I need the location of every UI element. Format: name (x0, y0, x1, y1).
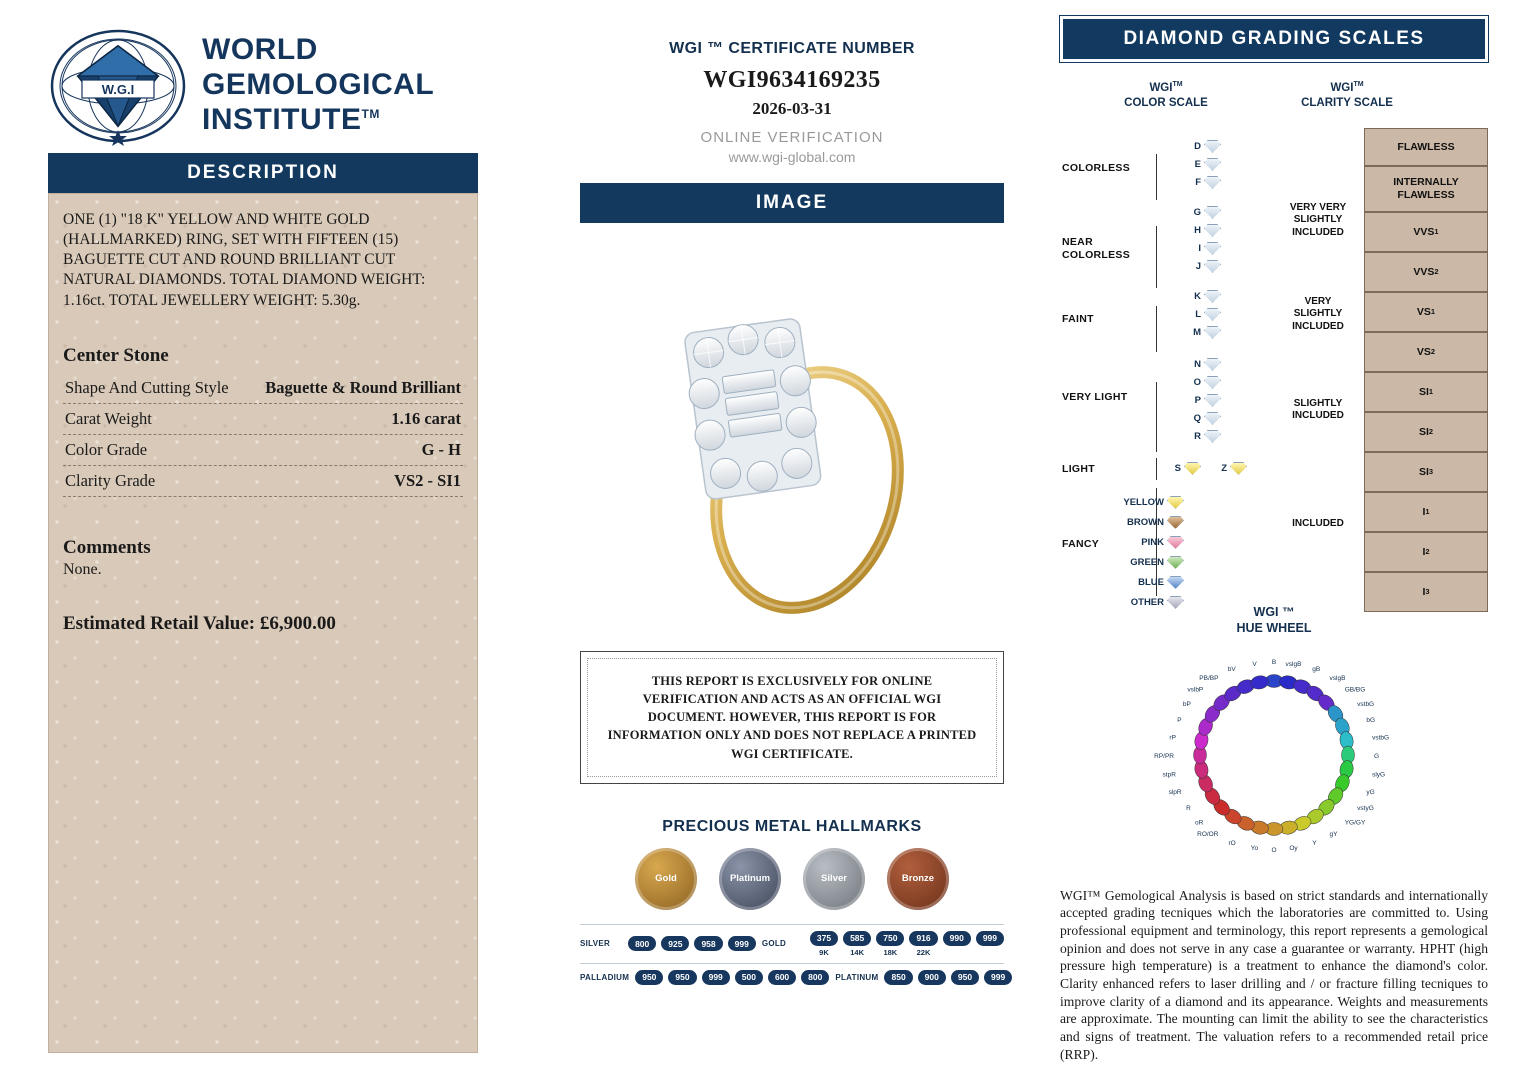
hue-label: B (1271, 658, 1277, 666)
pill-sub: 9K (819, 947, 829, 957)
pill: 900 (918, 970, 946, 985)
hue-label: RO/OR (1197, 830, 1219, 838)
hue-label: bP (1182, 700, 1191, 708)
row-value: Baguette & Round Brilliant (265, 377, 461, 397)
table-row (63, 373, 463, 404)
hue-label: PB/BP (1199, 674, 1219, 682)
row-value: VS2 - SI1 (394, 470, 461, 490)
pill-sub: 18K (883, 947, 898, 957)
fancy-blue: BLUE (1138, 576, 1164, 588)
table-row (63, 435, 463, 466)
diamond-icon (1167, 536, 1184, 549)
table-row (63, 404, 463, 435)
hallmark-label: GOLD (761, 939, 787, 949)
clarity-vs1: VS 1 (1364, 292, 1488, 332)
diamond-icon (1204, 308, 1221, 321)
color-letter-L: L (1195, 308, 1201, 320)
fancy-other: OTHER (1130, 596, 1164, 608)
certificate-date: 2026-03-31 (752, 99, 832, 118)
pill: 500 (735, 970, 763, 985)
brand-line-2: GEMOLOGICAL (202, 68, 435, 102)
hue-label: vstbG (1372, 734, 1390, 742)
diamond-icon (1204, 376, 1221, 389)
row-label: Shape And Cutting Style (65, 377, 229, 397)
certificate-number: WGI9634169235 (703, 67, 881, 93)
diamond-icon (1167, 496, 1184, 509)
svg-text:W.G.I: W.G.I (101, 81, 135, 97)
coin-bronze: Bronze (887, 848, 949, 910)
diamond-icon (1204, 430, 1221, 443)
hue-label: R (1186, 804, 1191, 812)
report-note-text: THIS REPORT IS EXCLUSIVELY FOR ONLINE VERIFICATION AND ACTS AS AN OFFICIAL WGI DOCUMENT. HOWEVER, THIS REPORT IS FOR INFORMATION ONLY AND DOES NOT REPLACE A PRINTED WGI CERTIFICATE. (587, 658, 997, 777)
hue-label: vslgB (1329, 674, 1346, 682)
hue-label: oR (1194, 818, 1204, 826)
hallmark-pills (628, 936, 756, 951)
color-letter-D: D (1194, 140, 1201, 152)
grading-scales-header: DIAMOND GRADING SCALES (1060, 16, 1488, 62)
comments-value: None. (63, 560, 102, 578)
coin-silver: Silver (803, 848, 865, 910)
hue-label: bV (1227, 665, 1236, 673)
pill: 800 (628, 936, 656, 951)
hallmark-label: PALLADIUM (580, 972, 630, 982)
report-note-box (580, 651, 1004, 784)
center-stone-header: Center Stone (63, 344, 169, 366)
fancy-green: GREEN (1130, 556, 1164, 568)
group-fancy: FANCY (1062, 537, 1100, 550)
group-light: LIGHT (1062, 462, 1095, 475)
diamond-icon (1184, 462, 1201, 475)
coin-platinum: Platinum (719, 848, 781, 910)
hallmark-row-silver (580, 924, 1004, 963)
hue-label: V (1252, 660, 1257, 668)
hue-label: vslgB (1285, 660, 1302, 668)
fancy-brown: BROWN (1127, 516, 1164, 528)
pill: 990 (943, 931, 971, 946)
hue-label: gB (1312, 665, 1321, 673)
diamond-icon (1204, 260, 1221, 273)
hue-wheel (1109, 643, 1439, 873)
hallmark-pills (635, 970, 829, 985)
color-letter-R: R (1194, 430, 1201, 442)
hue-label: vslbP (1187, 686, 1204, 694)
hue-label: rP (1169, 734, 1176, 742)
pill-sub: 22K (916, 947, 931, 957)
pill: 750 (876, 931, 904, 946)
hallmark-label: PLATINUM (835, 972, 879, 982)
description-panel (48, 193, 478, 1053)
group-very-light: VERY LIGHT (1062, 390, 1128, 403)
diamond-icon (1230, 462, 1247, 475)
diamond-icon (1204, 290, 1221, 303)
hallmarks-title: PRECIOUS METAL HALLMARKS (662, 817, 922, 835)
fancy-pink: PINK (1141, 536, 1164, 548)
color-letter-S: S (1174, 462, 1181, 474)
hue-label: Oy (1289, 844, 1298, 852)
wgi-logo-icon (48, 26, 188, 146)
pill-sub: 14K (850, 947, 865, 957)
hue-label: Yo (1250, 844, 1259, 852)
clarity-group-i: INCLUDED (1292, 517, 1344, 529)
diamond-icon (1204, 326, 1221, 339)
color-letter-Z: Z (1221, 462, 1227, 474)
pill: 999 (728, 936, 756, 951)
hue-label: P (1177, 716, 1182, 724)
clarity-vvs1: VVS 1 (1364, 212, 1488, 252)
clarity-si2: SI 2 (1364, 412, 1488, 452)
pill: 850 (884, 970, 912, 985)
pill: 600 (768, 970, 796, 985)
hue-label: vstyG (1357, 804, 1374, 812)
coin-gold: Gold (635, 848, 697, 910)
pill: 999 (984, 970, 1012, 985)
hallmark-pills (810, 931, 1004, 957)
pill: 585 (843, 931, 871, 946)
hue-wheel-title: WGI ™ HUE WHEEL (1236, 605, 1312, 636)
color-letter-Q: Q (1193, 412, 1201, 424)
diamond-icon (1204, 176, 1221, 189)
diamond-icon (1167, 576, 1184, 589)
hue-label: rO (1228, 839, 1236, 847)
verification-url[interactable]: www.wgi-global.com (728, 149, 856, 165)
description-text: ONE (1) "18 K" YELLOW AND WHITE GOLD (HALLMARKED) RING, SET WITH FIFTEEN (15) BAGUETTE CUT AND ROUND BRILLIANT CUT NATURAL DIAMONDS. TOTAL DIAMOND WEIGHT: 1.16ct. TOTAL JEWELLERY WEIGHT: 5.30g. (63, 211, 426, 309)
color-letter-M: M (1193, 326, 1201, 338)
pill: 375 (810, 931, 838, 946)
left-column (48, 18, 478, 1053)
hue-label: bG (1366, 716, 1376, 724)
hue-label: RP/PR (1154, 752, 1174, 760)
fancy-yellow: YELLOW (1123, 496, 1164, 508)
pill: 958 (694, 936, 722, 951)
clarity-flawless: FLAWLESS (1364, 128, 1488, 166)
disclaimer-text: WGI™ Gemological Analysis is based on strict standards and internationally accepted grading tecniques which the laboratories are committed to. Using professional equipment and terminology, this report represents a gemological opinion and does not serve in any case a guarantee or warranty. HPHT (high pressure high temperature) is a treatment to enhance the diamond's color. Clarity enhanced refers to laser drilling and / or fracture filling tecniques to improve clarity of a diamond and its appearance. Weights and measurements are approximate. The mounting can limit the ability to see the characteristics and signs of treatment. The valuation refers to a recommended retail price (RRP). (1060, 887, 1488, 1062)
hue-label: G (1374, 752, 1380, 760)
clarity-group-vvs: VERY VERY SLIGHTLY INCLUDED (1289, 201, 1347, 238)
diamond-icon (1167, 556, 1184, 569)
hue-label: O (1271, 846, 1277, 854)
clarity-i2: I 2 (1364, 532, 1488, 572)
color-letter-J: J (1195, 260, 1201, 272)
diamond-icon (1204, 206, 1221, 219)
clarity-if: INTERNALLY FLAWLESS (1364, 166, 1488, 212)
diamond-icon (1204, 394, 1221, 407)
diamond-icon (1204, 412, 1221, 425)
pill: 800 (801, 970, 829, 985)
group-colorless: COLORLESS (1062, 161, 1131, 174)
diamond-icon (1204, 358, 1221, 371)
comments-header: Comments (63, 536, 151, 558)
clarity-group-vs: VERY SLIGHTLY INCLUDED (1292, 295, 1344, 332)
clarity-scale-title: WGI™ CLARITY SCALE (1301, 81, 1393, 110)
brand-line-3: INSTITUTE (202, 102, 362, 136)
pill: 999 (976, 931, 1004, 946)
pill: 916 (909, 931, 937, 946)
hue-label: yG (1366, 788, 1375, 796)
clarity-vs2: VS 2 (1364, 332, 1488, 372)
hue-label: YG/GY (1344, 818, 1366, 826)
hue-label: stpR (1162, 770, 1176, 778)
clarity-si1: SI 1 (1364, 372, 1488, 412)
color-letter-I: I (1198, 242, 1201, 254)
hue-label: slpR (1168, 788, 1182, 796)
ring-photo (580, 223, 1004, 633)
clarity-i1: I 1 (1364, 492, 1488, 532)
hue-label: GB/BG (1344, 686, 1366, 694)
row-value: 1.16 carat (391, 408, 461, 428)
pill: 950 (951, 970, 979, 985)
pill: 999 (702, 970, 730, 985)
hallmark-table (580, 924, 1004, 991)
brand-header (48, 18, 478, 153)
image-header: IMAGE (580, 183, 1004, 223)
hue-label: slyG (1372, 770, 1386, 778)
hallmark-row-palladium (580, 963, 1004, 991)
group-faint: FAINT (1062, 312, 1094, 325)
color-letter-E: E (1194, 158, 1201, 170)
clarity-vvs2: VVS 2 (1364, 252, 1488, 292)
diamond-icon (1167, 596, 1184, 609)
scale-headings (1060, 80, 1488, 112)
hue-label: vstbG (1357, 700, 1375, 708)
row-label: Clarity Grade (65, 470, 156, 490)
clarity-group-si: SLIGHTLY INCLUDED (1292, 397, 1344, 422)
pill: 950 (668, 970, 696, 985)
middle-column (580, 40, 1004, 991)
group-near-colorless: NEAR COLORLESS (1062, 235, 1131, 261)
color-letter-H: H (1194, 224, 1201, 236)
row-label: Color Grade (65, 439, 148, 459)
color-letter-N: N (1194, 358, 1201, 370)
table-row (63, 466, 463, 497)
pill: 950 (635, 970, 663, 985)
hallmark-coins (580, 848, 1004, 910)
brand-name (202, 33, 434, 137)
row-label: Carat Weight (65, 408, 152, 428)
color-letter-O: O (1193, 376, 1201, 388)
color-letter-F: F (1195, 176, 1201, 188)
hue-label: Y (1312, 839, 1317, 847)
online-verification-label: ONLINE VERIFICATION (700, 129, 884, 146)
estimated-retail-value: Estimated Retail Value: £6,900.00 (63, 612, 336, 634)
description-header: DESCRIPTION (48, 153, 478, 193)
diamond-icon (1204, 158, 1221, 171)
hue-label: gY (1329, 830, 1338, 838)
brand-line-1: WORLD (202, 33, 318, 67)
pill: 925 (661, 936, 689, 951)
clarity-si3: SI 3 (1364, 452, 1488, 492)
clarity-i3: I 3 (1364, 572, 1488, 612)
brand-tm: TM (361, 106, 380, 121)
diamond-icon (1204, 224, 1221, 237)
right-column (1060, 16, 1488, 1063)
row-value: G - H (421, 439, 461, 459)
certificate-title: WGI ™ CERTIFICATE NUMBER (669, 40, 915, 57)
color-letter-K: K (1194, 290, 1201, 302)
color-letter-G: G (1193, 206, 1201, 218)
diamond-icon (1167, 516, 1184, 529)
grading-scales (1060, 80, 1488, 608)
diamond-icon (1204, 140, 1221, 153)
hallmark-pills (884, 970, 1012, 985)
diamond-icon (1204, 242, 1221, 255)
color-scale-title: WGI™ COLOR SCALE (1124, 81, 1208, 110)
hallmark-label: SILVER (580, 939, 611, 949)
color-letter-P: P (1194, 394, 1201, 406)
